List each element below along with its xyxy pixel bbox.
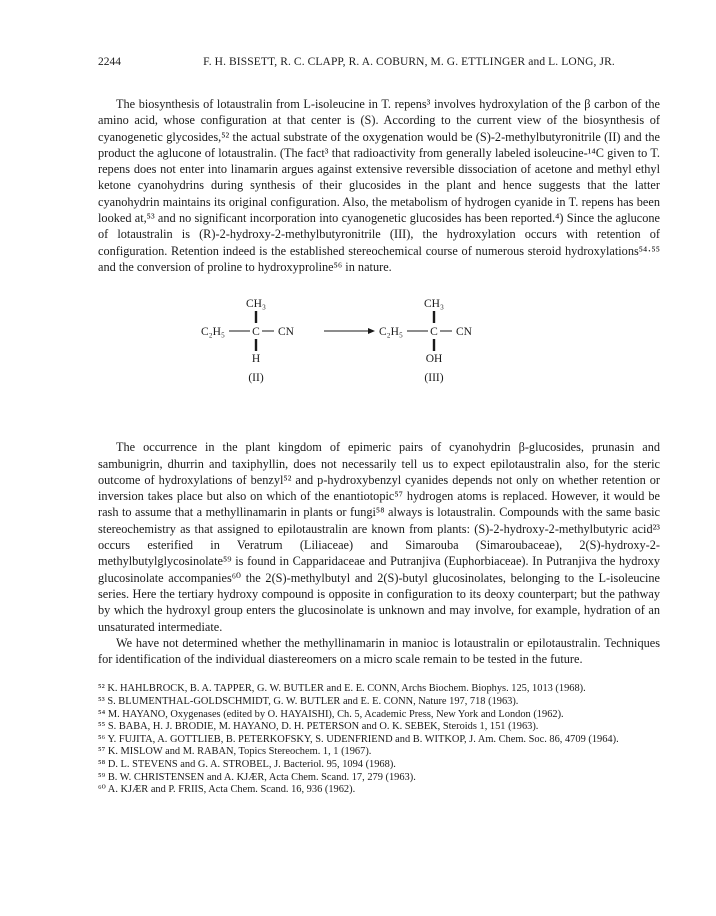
central-carbon-iii: C <box>430 326 438 339</box>
central-carbon-ii: C <box>252 326 260 339</box>
running-authors: F. H. BISSETT, R. C. CLAPP, R. A. COBURN, M. G. ETTLINGER and L. LONG, JR. <box>203 56 615 68</box>
paragraph-3: We have not determined whether the methyllinamarin in manioc is lotaustralin or epilotaustralin. Techniques for identification of the individual diastereomers on a micro scale remain to be tested in the future. <box>98 635 660 667</box>
nitrile-group-ii: CN <box>278 326 294 339</box>
body-text <box>98 96 660 667</box>
page-number: 2244 <box>98 56 121 68</box>
footnote-58: ⁵⁸ D. L. STEVENS and G. A. STROBEL, J. Bacteriol. 95, 1094 (1968). <box>98 758 396 770</box>
footnote-60: ⁶⁰ A. KJÆR and P. FRIIS, Acta Chem. Scand. 16, 936 (1962). <box>98 784 356 796</box>
footnote-56: ⁵⁶ Y. FUJITA, A. GOTTLIEB, B. PETERKOFSKY, S. UDENFRIEND and B. WITKOP, J. Am. Chem. Soc. 86, 4709 (1964). <box>98 733 619 745</box>
footnote-52: ⁵² K. HAHLBROCK, B. A. TAPPER, G. W. BUTLER and E. E. CONN, Archs Biochem. Biophys. 125, 1013 (1968). <box>98 683 586 695</box>
methyl-group-ii: CH₃ <box>246 298 266 311</box>
running-header <box>98 56 660 76</box>
footnote-54: ⁵⁴ M. HAYANO, Oxygenases (edited by O. HAYAISHI), Ch. 5, Academic Press, New York and London (1962). <box>98 708 564 720</box>
footnote-59: ⁵⁹ B. W. CHRISTENSEN and A. KJÆR, Acta Chem. Scand. 17, 279 (1963). <box>98 771 416 783</box>
hydroxyl-iii: OH <box>425 353 443 366</box>
footnote-55: ⁵⁵ S. BABA, H. J. BRODIE, M. HAYANO, D. H. PETERSON and O. K. SEBEK, Steroids 1, 151 (1963). <box>98 721 539 733</box>
nitrile-group-iii: CN <box>456 326 472 339</box>
page <box>98 56 660 797</box>
reaction-arrow <box>324 328 375 334</box>
footnotes <box>98 683 660 796</box>
methyl-group-iii: CH₃ <box>424 298 444 311</box>
hydrogen-ii: H <box>251 353 261 366</box>
footnote-57: ⁵⁷ K. MISLOW and M. RABAN, Topics Stereochem. 1, 1 (1967). <box>98 746 372 758</box>
label-iii: (III) <box>424 372 444 385</box>
molecule-ii <box>201 298 295 384</box>
molecule-iii <box>379 298 473 384</box>
reaction-diagram <box>98 289 660 419</box>
footnote-53: ⁵³ S. BLUMENTHAL-GOLDSCHMIDT, G. W. BUTLER and E. E. CONN, Nature 197, 718 (1963). <box>98 696 519 708</box>
reaction-scheme <box>98 289 660 419</box>
paragraph-1: The biosynthesis of lotaustralin from L-isoleucine in T. repens³ involves hydroxylation of the β carbon of the amino acid, whose configuration at that center is (S). According to the current view of the biosynthesis of cyanogenetic glycosides,⁵² the actual substrate of the oxygenation would be (S)-2-methylbutyronitrile (II) and the product the aglucone of lotaustralin. (The fact³ that radioactivity from generally labeled isoleucine-¹⁴C given to T. repens does not enter into linamarin argues against extensive reversible dissociation of acetone and methyl ethyl ketone cyanohydrins during synthesis of their glucosides in the plant and hence suggests that the latter cyanohydrin maintains its original configuration. Also, the metabolism of hydrogen cyanide in T. repens has been looked at,⁵³ and no significant incorporation into cyanogenetic glucosides has been reported.⁴) Since the aglucone of lotaustralin is (R)-2-hydroxy-2-methylbutyronitrile (III), the hydroxylation occurs with retention of configuration. Retention indeed is the established stereochemical course of numerous steroid hydroxylations⁵⁴·⁵⁵ and the conversion of proline to hydroxyproline⁵⁶ in nature. <box>98 97 660 274</box>
ethyl-group-ii: C₂H₅ <box>201 326 225 339</box>
ethyl-group-iii: C₂H₅ <box>379 326 403 339</box>
label-ii: (II) <box>248 372 264 385</box>
paragraph-2: The occurrence in the plant kingdom of epimeric pairs of cyanohydrin β-glucosides, prunasin and sambunigrin, dhurrin and taxiphyllin, does not necessarily tell us to expect epilotaustralin also, for the steric outcome of hydroxylations of benzyl⁵² and p-hydroxybenzyl cyanides depends not only on whether retention or inversion takes place but also on which of the enantiotopic⁵⁷ hydrogen atoms is replaced. However, it would be rash to assume that a methyllinamarin in plants or fungi⁵⁸ always is lotaustralin. Compounds with the same basic stereochemistry as that assigned to epilotaustralin are known from plants: (S)-2-hydroxy-2-methylbutyric acid²³ occurs esterified in Veratrum (Liliaceae) and Simarouba (Simaroubaceae), 2(S)-hydroxy-2-methylbutylglycosinolate⁵⁹ is found in Capparidaceae and Putranjiva (Euphorbiaceae). In Putranjiva the hydroxy glucosinolate accompanies⁶⁰ the 2(S)-methylbutyl and 2(S)-butyl glucosinolates, belonging to the L-isoleucine series. Here the tertiary hydroxy compound is opposite in configuration to its deoxy counterpart; but the pathway by which the hydroxyl group enters the glucosinolate is unknown and may involve, for example, hydration of an unsaturated intermediate. <box>98 440 660 634</box>
